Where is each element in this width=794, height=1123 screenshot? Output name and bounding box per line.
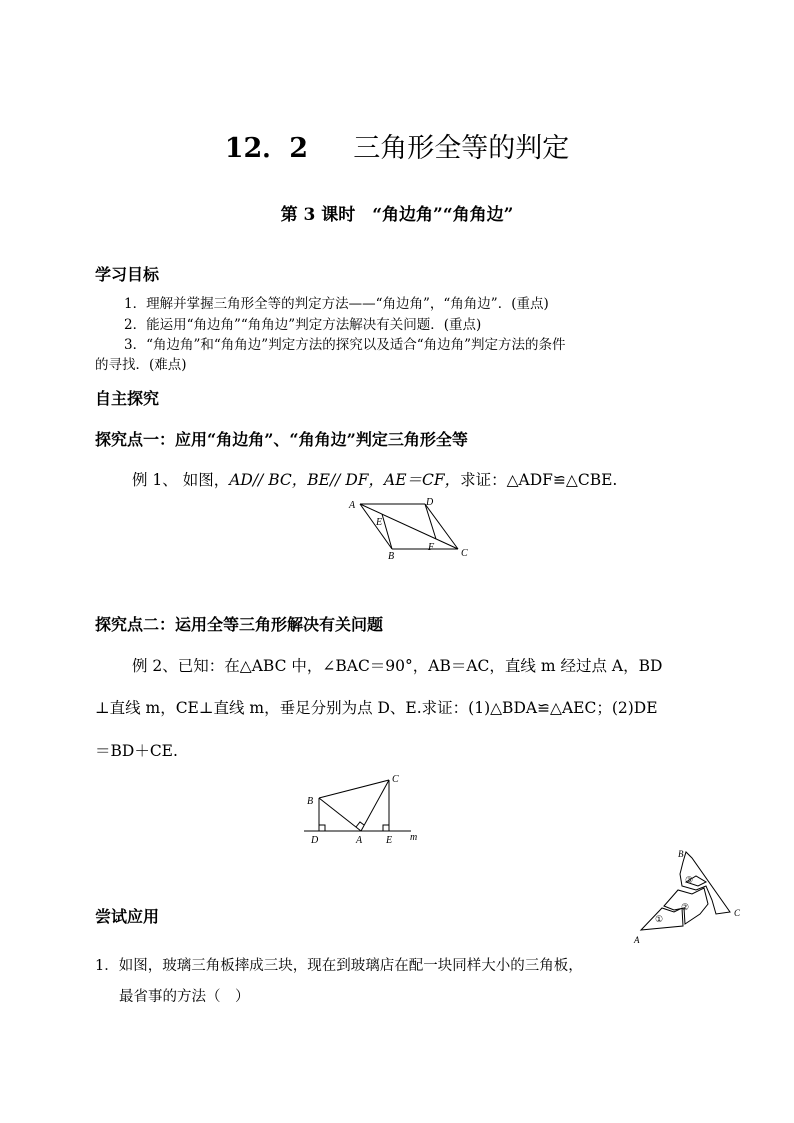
page-title (0, 126, 794, 165)
objectives-heading: 学习目标 (95, 265, 160, 284)
label-m: m (410, 832, 418, 843)
example1-prefix: 例 1、 如图， (132, 471, 230, 489)
example2-line2: ⊥直线 m，CE⊥直线 m，垂足分别为点 D、E.求证：(1)△BDA≌△AEC；(2)DE (95, 699, 658, 717)
label-c: C (461, 548, 468, 559)
apply-heading: 尝试应用 (95, 907, 160, 926)
title-number: 12．2 (224, 133, 309, 164)
label-c: C (392, 774, 399, 785)
piece-label-1: ① (655, 914, 664, 924)
segment-be (382, 514, 392, 549)
lesson-subtitle: 第 3 课时 “角边角”“角角边” (280, 205, 514, 225)
label-b: B (307, 796, 314, 807)
label-b: B (678, 849, 684, 859)
example2-line1: 例 2、已知：在△ABC 中，∠BAC＝90°，AB＝AC，直线 m 经过点 A，BD (132, 657, 663, 675)
label-a: A (349, 500, 356, 511)
objective-item-3-cont: 的寻找．(难点) (95, 357, 187, 373)
example2-line3: ＝BD＋CE. (95, 742, 178, 760)
segment-ac (361, 780, 389, 831)
objective-item-1: 1．理解并掌握三角形全等的判定方法——“角边角”，“角角边”．(重点) (124, 296, 549, 312)
label-d: D (426, 497, 434, 508)
question1-line2: 最省事的方法（ ） (119, 989, 250, 1005)
objective-item-3: 3．“角边角”和“角角边”判定方法的探究以及适合“角边角”判定方法的条件 (124, 337, 566, 353)
explore-point2-heading: 探究点二：运用全等三角形解决有关问题 (95, 615, 384, 634)
figure-right-triangle (296, 770, 431, 848)
label-b: B (388, 551, 395, 562)
explore-point1-heading: 探究点一：应用“角边角”、“角角边”判定三角形全等 (95, 430, 468, 449)
label-e: E (376, 517, 383, 528)
label-a: A (634, 935, 640, 945)
piece-label-3: ③ (685, 875, 694, 885)
right-angle-d (319, 825, 325, 831)
label-d: D (311, 835, 319, 846)
label-e: E (386, 835, 393, 846)
objective-item-2: 2．能运用“角边角”“角角边”判定方法解决有关问题．(重点) (124, 317, 482, 333)
figure-parallelogram (340, 494, 480, 562)
explore-heading: 自主探究 (95, 389, 160, 408)
label-a: A (356, 835, 363, 846)
label-f: F (428, 542, 435, 553)
title-text: 三角形全等的判定 (353, 133, 570, 164)
piece-label-2: ② (681, 902, 690, 912)
example1-text (132, 468, 617, 490)
diagonal-ac (360, 504, 458, 549)
right-angle-e (383, 825, 389, 831)
label-c: C (734, 908, 741, 918)
segment-bc (319, 780, 389, 798)
question1-line1: 1．如图，玻璃三角板摔成三块，现在到玻璃店在配一块同样大小的三角板， (95, 958, 583, 974)
example1-prove: 求证：△ADF≌△CBE. (460, 471, 618, 489)
segment-df (425, 504, 436, 539)
right-angle-a (356, 822, 364, 827)
figure-broken-triangle (628, 842, 754, 946)
example1-conditions: AD// BC，BE// DF，AE＝CF， (229, 471, 461, 489)
